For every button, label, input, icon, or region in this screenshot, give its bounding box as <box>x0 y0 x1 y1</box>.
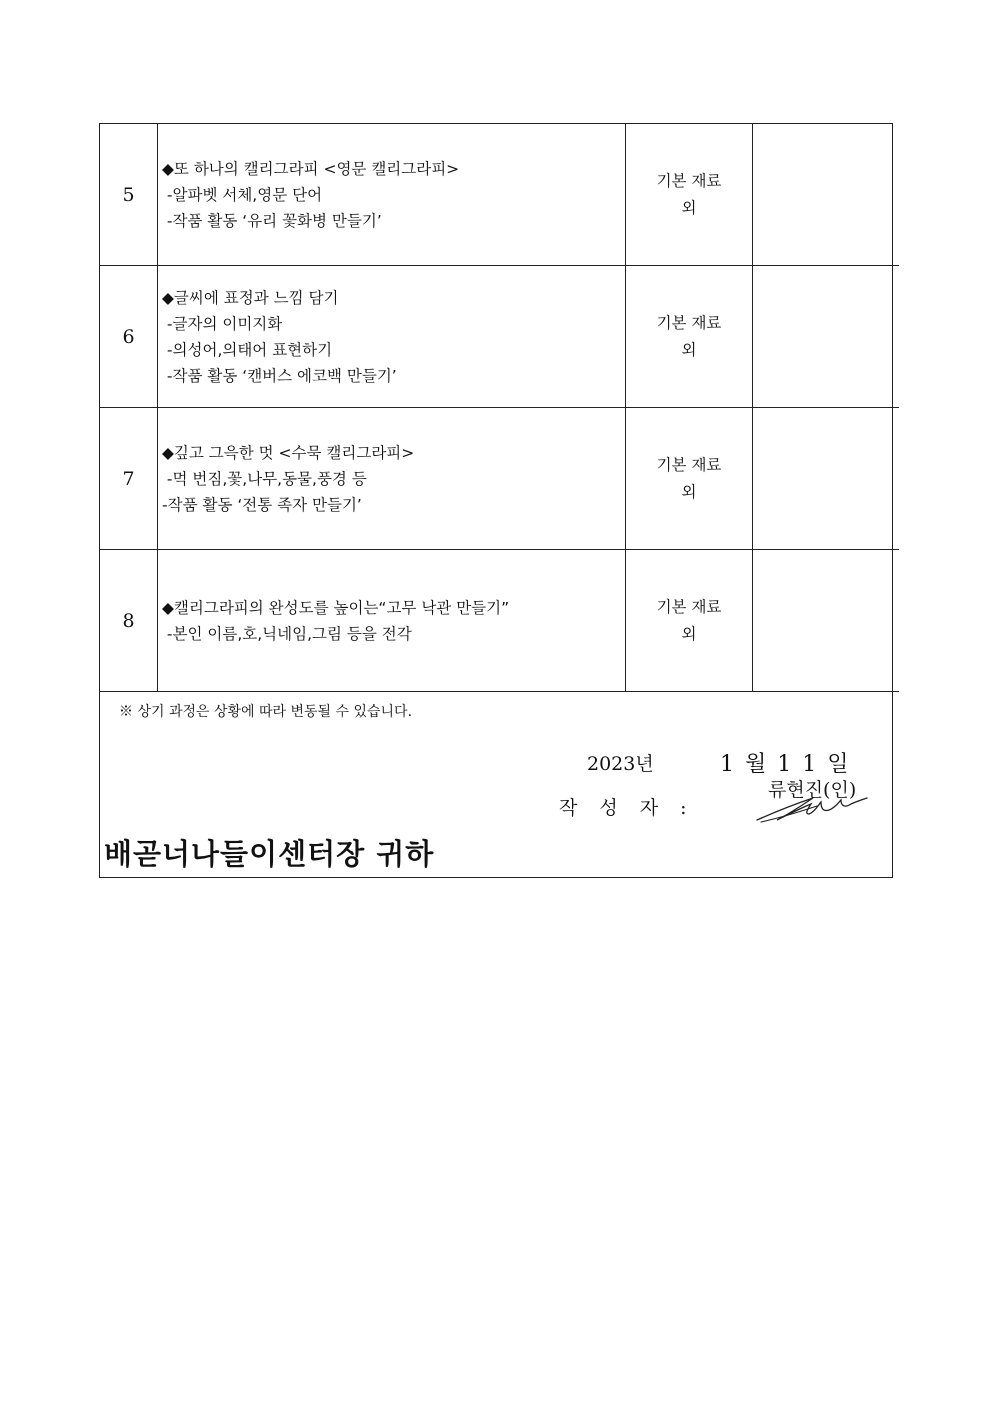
materials-cell <box>626 408 753 550</box>
note-cell <box>753 124 900 266</box>
materials-cell <box>626 266 753 408</box>
session-content <box>158 408 626 550</box>
date-month-day: 1 월 1 1 일 <box>720 752 851 777</box>
content-line: -작품 활동 ‘캔버스 에코백 만들기’ <box>162 366 397 385</box>
document-footer <box>100 692 892 878</box>
table-row <box>100 124 899 266</box>
content-line: -작품 활동 ‘유리 꽃화병 만들기’ <box>162 211 382 230</box>
content-line: -작품 활동 ‘전통 족자 만들기’ <box>162 495 362 514</box>
document-frame <box>99 123 893 878</box>
content-line: ◆또 하나의 캘리그라피 <영문 캘리그라피> <box>162 159 460 178</box>
materials-line: 기본 재료 <box>656 171 722 190</box>
session-number: 6 <box>100 266 158 408</box>
materials-line: 외 <box>681 624 697 643</box>
table-row <box>100 550 899 692</box>
author-name: 류현진(인) <box>768 779 857 801</box>
session-number: 8 <box>100 550 158 692</box>
materials-cell <box>626 124 753 266</box>
session-number: 5 <box>100 124 158 266</box>
session-content <box>158 266 626 408</box>
change-notice: ※ 상기 과정은 상황에 따라 변동될 수 있습니다. <box>119 704 413 720</box>
materials-line: 기본 재료 <box>656 455 722 474</box>
materials-line: 외 <box>681 198 697 217</box>
session-content <box>158 550 626 692</box>
materials-cell <box>626 550 753 692</box>
content-line: -글자의 이미지화 <box>162 314 283 333</box>
signature-icon <box>755 790 870 824</box>
content-line: -알파벳 서체,영문 단어 <box>162 185 323 204</box>
session-content <box>158 124 626 266</box>
content-line: -먹 번짐,꽃,나무,동물,풍경 등 <box>162 469 367 488</box>
materials-line: 외 <box>681 340 697 359</box>
content-line: -의성어,의태어 표현하기 <box>162 340 333 359</box>
curriculum-table <box>100 124 899 692</box>
materials-line: 기본 재료 <box>656 597 722 616</box>
table-row <box>100 266 899 408</box>
content-line: ◆캘리그라피의 완성도를 높이는“고무 낙관 만들기” <box>162 598 510 617</box>
note-cell <box>753 266 900 408</box>
date-year: 2023년 <box>587 753 654 775</box>
note-cell <box>753 408 900 550</box>
session-number: 7 <box>100 408 158 550</box>
content-line: -본인 이름,호,닉네임,그림 등을 전각 <box>162 624 412 643</box>
materials-line: 기본 재료 <box>656 313 722 332</box>
author-label: 작 성 자 : <box>559 797 695 819</box>
content-line: ◆글씨에 표정과 느낌 담기 <box>162 288 339 307</box>
note-cell <box>753 550 900 692</box>
addressee: 배곧너나들이센터장 귀하 <box>104 837 435 871</box>
content-line: ◆깊고 그윽한 멋 <수묵 캘리그라피> <box>162 443 415 462</box>
materials-line: 외 <box>681 482 697 501</box>
table-row <box>100 408 899 550</box>
